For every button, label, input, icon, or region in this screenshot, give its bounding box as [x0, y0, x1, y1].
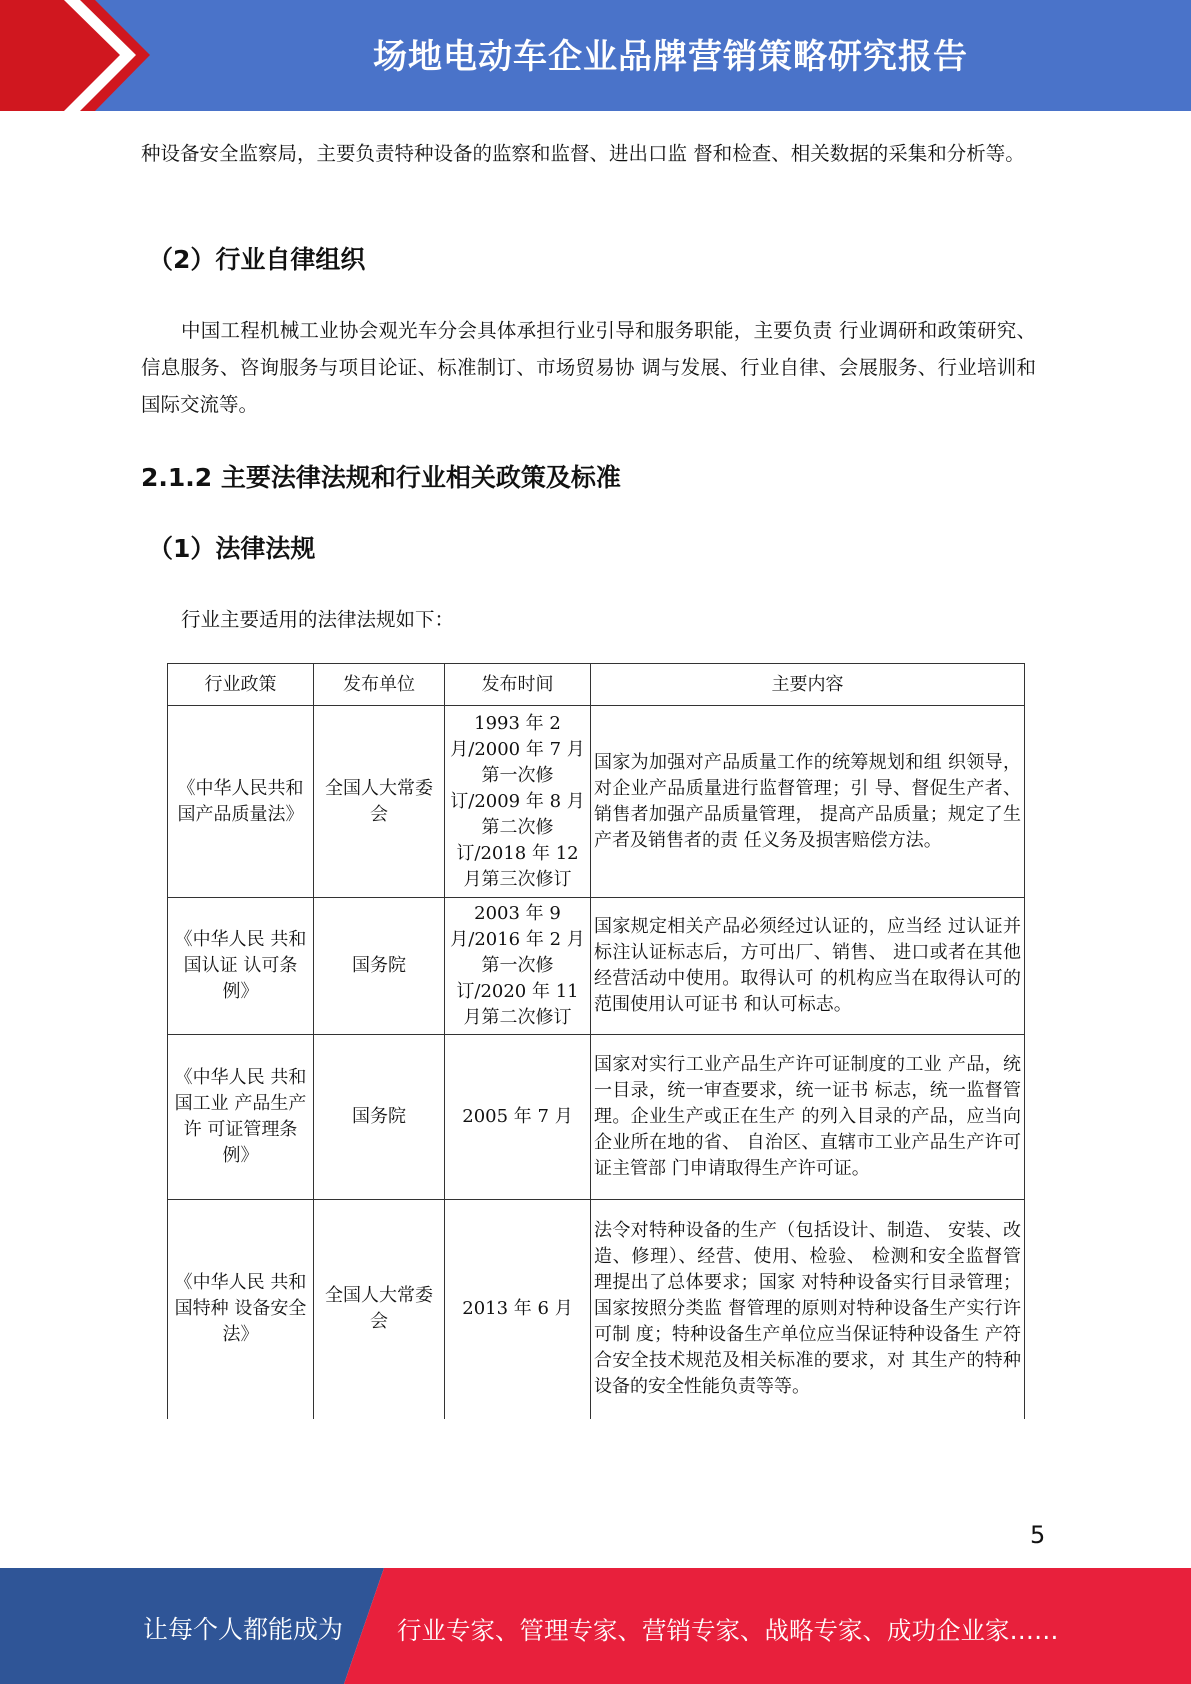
paragraph-self-regulation: 中国工程机械工业协会观光车分会具体承担行业引导和服务职能，主要负责 行业调研和政策研究、信息服务、咨询服务与项目论证、标准制订、市场贸易协 调与发展、行业自律、会展服务、行业培训和国际交流等。: [141, 319, 1036, 416]
cell-policy: 《中华人民 共和国工业 产品生产许 可证管理条 例》: [168, 1035, 314, 1200]
cell-issuer: 国务院: [314, 898, 445, 1035]
cell-date: 2013 年 6 月: [445, 1200, 591, 1419]
column-header-date: 发布时间: [445, 664, 591, 706]
cell-issuer: 国务院: [314, 1035, 445, 1200]
footer-slogan-right: 行业专家、管理专家、营销专家、战略专家、成功企业家……: [397, 1616, 1059, 1645]
header-title: 场地电动车企业品牌营销策略研究报告: [373, 36, 968, 77]
cell-policy: 《中华人民共和国产品质量法》: [168, 706, 314, 898]
paragraph-intro: 行业主要适用的法律法规如下：: [181, 608, 455, 631]
cell-issuer: 全国人大常委会: [314, 706, 445, 898]
table-row: [168, 706, 1025, 898]
page-header: [0, 0, 1191, 111]
cell-issuer: 全国人大常委会: [314, 1200, 445, 1419]
cell-content: 国家对实行工业产品生产许可证制度的工业 产品，统一目录，统一审查要求，统一证书 标志，统一监督管理。企业生产或正在生产 的列入目录的产品，应当向企业所在地的省、 自治区、直辖市工业产品生产许可证主管部 门申请取得生产许可证。: [591, 1035, 1025, 1200]
cell-policy: 《中华人民 共和国特种 设备安全法》: [168, 1200, 314, 1419]
cell-policy: 《中华人民 共和国认证 认可条例》: [168, 898, 314, 1035]
column-header-issuer: 发布单位: [314, 664, 445, 706]
cell-date: 2003 年 9月/2016 年 2 月第一次修订/2020 年 11 月第二次修订: [445, 898, 591, 1035]
footer-slogan-left: 让每个人都能成为: [143, 1615, 344, 1644]
table-row: [168, 898, 1025, 1035]
column-header-content: 主要内容: [591, 664, 1025, 706]
paragraph-continued: 种设备安全监察局，主要负责特种设备的监察和监督、进出口监 督和检查、相关数据的采集和分析等。: [141, 142, 1025, 165]
cell-date: 1993 年 2 月/2000 年 7 月第一次修订/2009 年 8 月第二次修订/2018 年 12 月第三次修订: [445, 706, 591, 898]
heading-laws: （1）法律法规: [148, 534, 316, 563]
page-number: 5: [1030, 1521, 1046, 1549]
header-chevron-decoration: [0, 0, 150, 111]
cell-content: 国家规定相关产品必须经过认证的，应当经 过认证并标注认证标志后，方可出厂、销售、 进口或者在其他经营活动中使用。取得认可 的机构应当在取得认可的范围使用认可证书 和认可标志。: [591, 898, 1025, 1035]
laws-table: [167, 663, 1025, 1419]
heading-section-2-1-2: 2.1.2 主要法律法规和行业相关政策及标准: [141, 463, 621, 492]
table-row: [168, 1200, 1025, 1419]
cell-content: 国家为加强对产品质量工作的统筹规划和组 织领导，对企业产品质量进行监督管理；引 导、督促生产者、销售者加强产品质量管理， 提高产品质量；规定了生产者及销售者的责 任义务及损害赔偿方法。: [591, 706, 1025, 898]
heading-self-regulation: （2）行业自律组织: [148, 245, 366, 274]
table-row: [168, 1035, 1025, 1200]
column-header-policy: 行业政策: [168, 664, 314, 706]
cell-content: 法令对特种设备的生产（包括设计、制造、 安装、改造、修理）、经营、使用、检验、 检测和安全监督管理提出了总体要求；国家 对特种设备实行目录管理；国家按照分类监 督管理的原则对特种设备生产实行许可制 度；特种设备生产单位应当保证特种设备生 产符合安全技术规范及相关标准的要求，对 其生产的特种设备的安全性能负责等等。: [591, 1200, 1025, 1419]
cell-date: 2005 年 7 月: [445, 1035, 591, 1200]
table-header-row: [168, 664, 1025, 706]
